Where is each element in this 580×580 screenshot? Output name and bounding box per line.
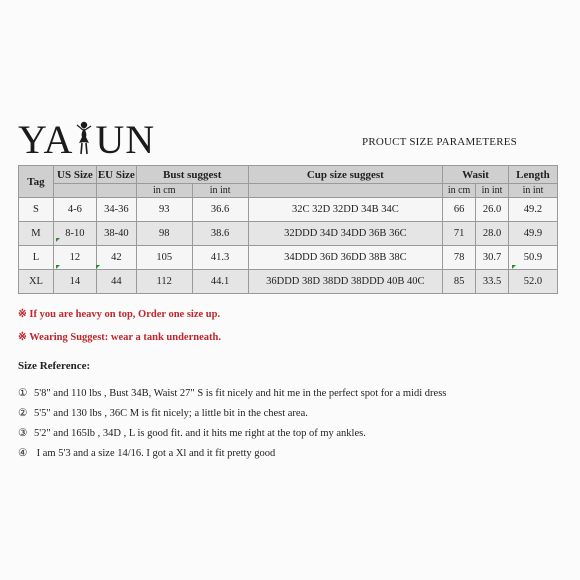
comment-marker-icon [512,265,516,269]
table-row [19,222,558,246]
reference-text: 5'5" and 130 lbs , 36C M is fit nicely; a little bit in the chest area. [34,408,308,419]
cell-waist-in: 26.0 [476,198,509,222]
header-bust: Bust suggest [136,166,248,184]
header-cup: Cup size suggest [248,166,443,184]
cell-length: 50.9 [508,246,557,270]
units-waist-cm: in cm [443,184,476,198]
cell-tag: M [19,222,54,246]
dancer-silhouette-icon [73,120,95,154]
cell-us: 12 [53,246,96,270]
cell-waist-cm: 71 [443,222,476,246]
cell-eu: 38-40 [96,222,136,246]
cell-eu: 34-36 [96,198,136,222]
size-chart-table [18,165,558,294]
cell-tag: S [19,198,54,222]
cell-waist-in: 30.7 [476,246,509,270]
units-waist-in: in int [476,184,509,198]
cell-bust-cm: 93 [136,198,192,222]
reference-number: ③ [18,428,28,439]
reference-number: ② [18,408,28,419]
header-waist: Wasit [443,166,509,184]
reference-item [18,407,308,419]
reference-text: 5'8" and 110 lbs , Bust 34B, Waist 27" S is fit nicely and hit me in the perfect spot for a midi dress [34,388,447,399]
cell-bust-in: 36.6 [192,198,248,222]
reference-item [18,447,275,459]
reference-number: ① [18,388,28,399]
cell-eu: 42 [96,246,136,270]
cell-cup: 36DDD 38D 38DD 38DDD 40B 40C [248,270,443,294]
cell-waist-cm: 78 [443,246,476,270]
document-title: PROUCT SIZE PARAMETERES [362,136,517,148]
header-length: Length [508,166,557,184]
units-length-in: in int [508,184,557,198]
reference-text: I am 5'3 and a size 14/16. I got a Xl and it fit pretty good [34,448,276,459]
comment-marker-icon [56,265,60,269]
warning-wear-tank: ※ Wearing Suggest: wear a tank underneath. [18,332,221,343]
units-us-blank [53,184,96,198]
brand-logo-text-start: YA [18,117,74,162]
cell-waist-cm: 66 [443,198,476,222]
cell-us: 14 [53,270,96,294]
cell-bust-cm: 98 [136,222,192,246]
units-bust-cm: in cm [136,184,192,198]
header-eu-size: EU Size [96,166,136,184]
cell-bust-in: 44.1 [192,270,248,294]
cell-length: 49.2 [508,198,557,222]
cell-tag: L [19,246,54,270]
cell-cup: 32C 32D 32DD 34B 34C [248,198,443,222]
cell-bust-in: 38.6 [192,222,248,246]
cell-waist-in: 28.0 [476,222,509,246]
units-eu-blank [96,184,136,198]
cell-bust-cm: 105 [136,246,192,270]
reference-item [18,387,446,399]
cell-length: 52.0 [508,270,557,294]
header-tag: Tag [19,166,54,198]
table-units-row [19,184,558,198]
cell-waist-in: 33.5 [476,270,509,294]
cell-bust-in: 41.3 [192,246,248,270]
header-us-size: US Size [53,166,96,184]
table-header-row [19,166,558,184]
cell-tag: XL [19,270,54,294]
units-cup-blank [248,184,443,198]
reference-item [18,427,366,439]
cell-cup: 34DDD 36D 36DD 38B 38C [248,246,443,270]
reference-text: 5'2" and 165lb , 34D , L is good fit. and it hits me right at the top of my ankles. [34,428,366,439]
warning-heavy-top: ※ If you are heavy on top, Order one size up. [18,309,221,320]
cell-length: 49.9 [508,222,557,246]
cell-bust-cm: 112 [136,270,192,294]
reference-number: ④ [18,448,28,459]
table-row [19,198,558,222]
brand-logo [18,118,155,162]
cell-us: 4-6 [53,198,96,222]
cell-us: 8-10 [53,222,96,246]
comment-marker-icon [96,265,100,269]
cell-eu: 44 [96,270,136,294]
cell-waist-cm: 85 [443,270,476,294]
comment-marker-icon [56,238,60,242]
brand-logo-text-end: UN [95,117,156,162]
table-row [19,270,558,294]
units-bust-in: in int [192,184,248,198]
cell-cup: 32DDD 34D 34DD 36B 36C [248,222,443,246]
size-reference-heading: Size Reference: [18,360,91,372]
